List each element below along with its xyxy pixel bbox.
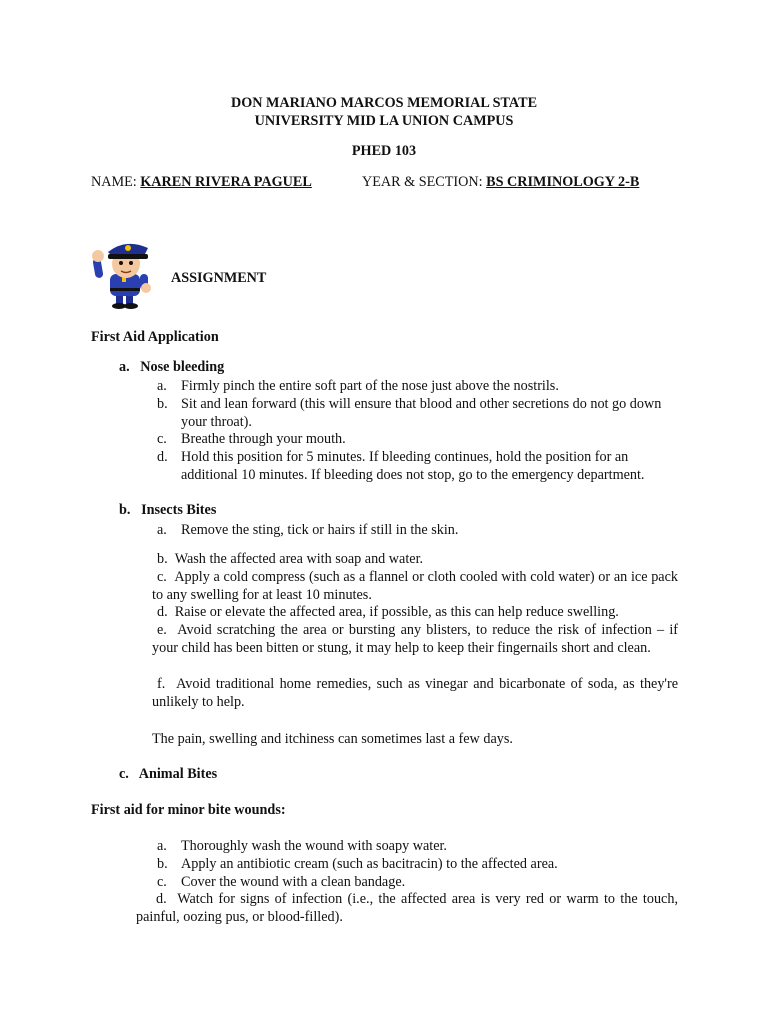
section-title: First Aid Application bbox=[91, 329, 219, 345]
list-item-continuation: additional 10 minutes. If bleeding does not stop, go to the emergency department. bbox=[181, 467, 645, 483]
insect-item-c: c. Apply a cold compress (such as a flannel or cloth cooled with cold water) or an ice pack to any swelling for at least 10 minutes. bbox=[152, 569, 678, 603]
list-label: b. bbox=[157, 396, 168, 412]
minor-item-d: d. Watch for signs of infection (i.e., the affected area is very red or warm to the touch, painful, oozing pus, or blood-filled). bbox=[136, 891, 678, 925]
insect-item-d: d. Raise or elevate the affected area, if possible, as this can help reduce swelling. bbox=[157, 604, 619, 620]
name-line bbox=[91, 173, 312, 191]
list-item: Apply an antibiotic cream (such as bacitracin) to the affected area. bbox=[181, 856, 558, 872]
assignment-title: ASSIGNMENT bbox=[171, 270, 267, 286]
list-label: a. bbox=[157, 378, 167, 394]
list-item: Firmly pinch the entire soft part of the nose just above the nostrils. bbox=[181, 378, 559, 394]
course-code: PHED 103 bbox=[351, 143, 417, 159]
minor-wounds-heading: First aid for minor bite wounds: bbox=[91, 802, 286, 818]
insect-item-e: e. Avoid scratching the area or bursting any blisters, to reduce the risk of infection – if your child has been bitten or stung, it may help to keep their fingernails short and clean. bbox=[152, 622, 678, 656]
list-label: b. bbox=[157, 856, 168, 872]
list-item: Breathe through your mouth. bbox=[181, 431, 346, 447]
name-label: NAME: bbox=[91, 174, 137, 190]
name-value: KAREN RIVERA PAGUEL bbox=[140, 174, 312, 190]
section-label: YEAR & SECTION: bbox=[362, 174, 483, 190]
list-label: d. bbox=[157, 449, 168, 465]
section-value: BS CRIMINOLOGY 2-B bbox=[486, 174, 640, 190]
list-item: Thoroughly wash the wound with soapy water. bbox=[181, 838, 447, 854]
nose-bleeding-heading: a. Nose bleeding bbox=[119, 359, 225, 375]
list-label: c. bbox=[157, 431, 167, 447]
list-label: c. bbox=[157, 874, 167, 890]
animal-bites-heading: c. Animal Bites bbox=[119, 766, 218, 782]
list-item-continuation: your throat). bbox=[181, 414, 252, 430]
insect-item-f: f. Avoid traditional home remedies, such as vinegar and bicarbonate of soda, as they're unlikely to help. bbox=[152, 676, 679, 710]
university-name-line1: DON MARIANO MARCOS MEMORIAL STATE bbox=[230, 95, 538, 111]
list-item: Cover the wound with a clean bandage. bbox=[181, 874, 406, 890]
insect-item-b: b. Wash the affected area with soap and water. bbox=[157, 551, 424, 567]
section-line bbox=[362, 173, 639, 191]
university-name-line2: UNIVERSITY MID LA UNION CAMPUS bbox=[254, 113, 514, 129]
police-officer-icon bbox=[86, 236, 162, 310]
list-label: a. bbox=[157, 522, 167, 538]
list-item: Hold this position for 5 minutes. If bleeding continues, hold the position for an bbox=[181, 449, 629, 465]
list-label: a. bbox=[157, 838, 167, 854]
insect-note: The pain, swelling and itchiness can sometimes last a few days. bbox=[152, 731, 513, 747]
insect-bites-heading: b. Insects Bites bbox=[119, 502, 217, 518]
list-item: Remove the sting, tick or hairs if still in the skin. bbox=[181, 522, 459, 538]
list-item: Sit and lean forward (this will ensure that blood and other secretions do not go down bbox=[181, 396, 662, 412]
